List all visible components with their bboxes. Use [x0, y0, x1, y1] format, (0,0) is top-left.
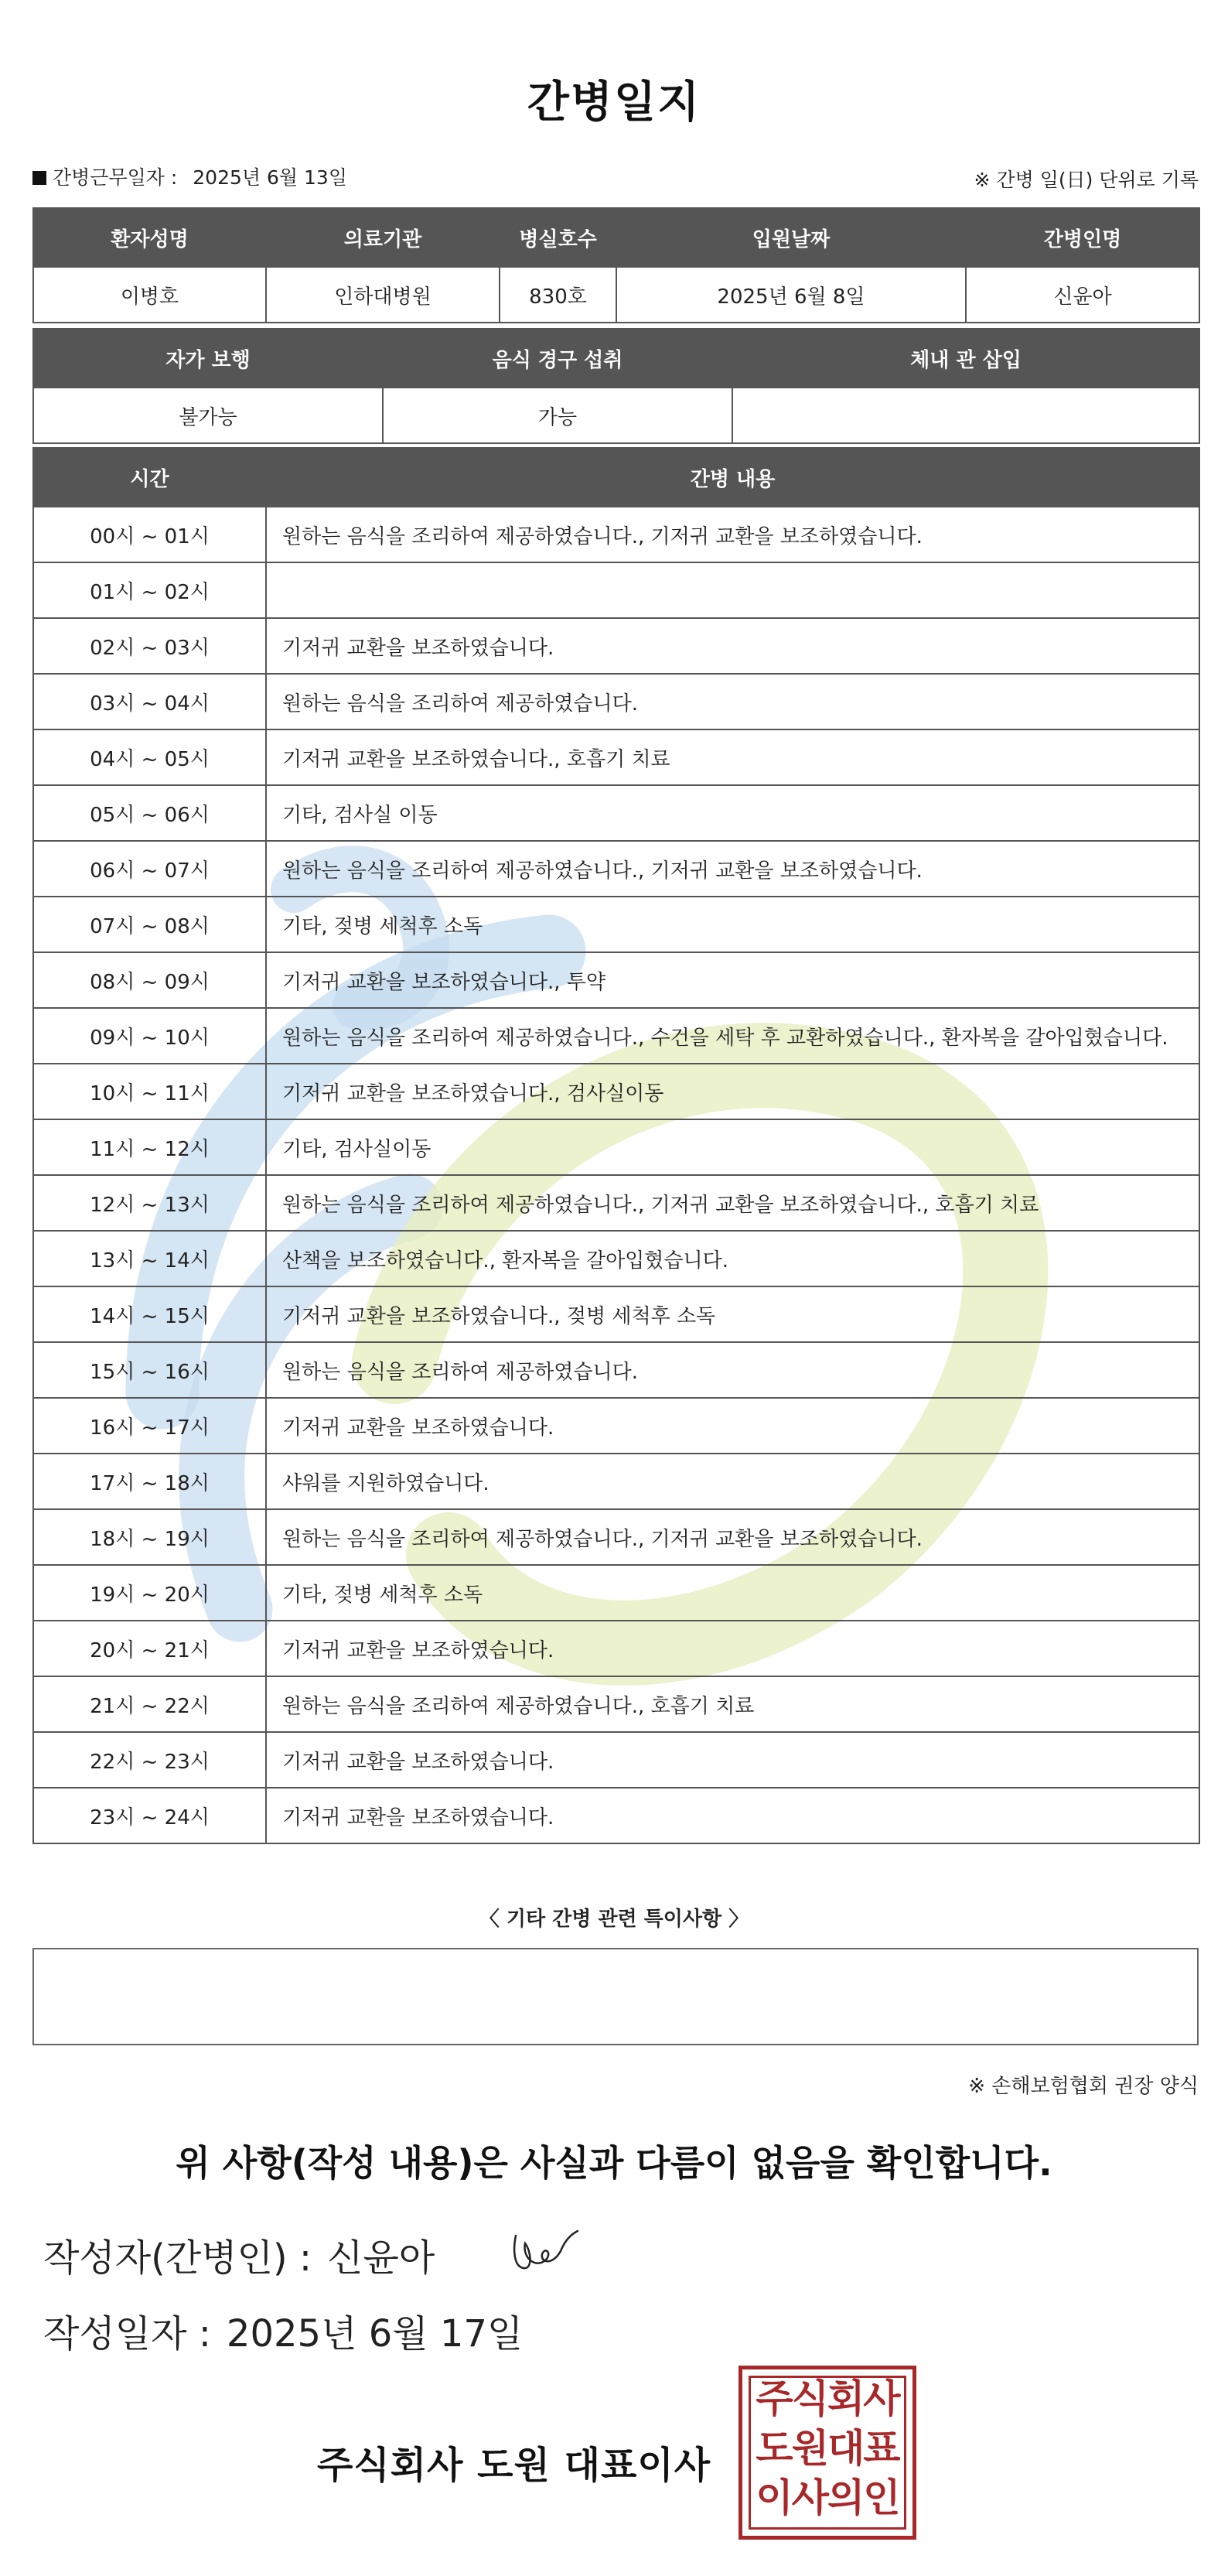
log-content: 기저귀 교환을 보조하였습니다., 검사실이동: [266, 1064, 1199, 1119]
log-time: 12시 ~ 13시: [33, 1175, 266, 1231]
work-date: [32, 162, 347, 190]
log-content: 원하는 음식을 조리하여 제공하였습니다.: [266, 674, 1199, 729]
table-row: [33, 952, 1199, 1008]
table-row: [33, 1621, 1199, 1676]
care-log-table: [32, 447, 1200, 1844]
log-time: 03시 ~ 04시: [33, 674, 266, 729]
table-row: [33, 1732, 1199, 1788]
table-row: [33, 1231, 1199, 1286]
header-oral-intake: 음식 경구 섭취: [383, 329, 732, 388]
log-content: 원하는 음식을 조리하여 제공하였습니다.: [266, 1342, 1199, 1398]
table-row: [33, 897, 1199, 952]
header-time: 시간: [33, 448, 266, 507]
header-self-walking: 자가 보행: [33, 329, 383, 388]
seal-line: 주식회사: [756, 2376, 899, 2421]
page-title: 간병일지: [527, 77, 701, 128]
log-time: 15시 ~ 16시: [33, 1342, 266, 1398]
log-time: 18시 ~ 19시: [33, 1509, 266, 1565]
log-time: 11시 ~ 12시: [33, 1119, 266, 1175]
header-admission-date: 입원날짜: [616, 208, 966, 267]
log-content: 샤워를 지원하였습니다.: [266, 1454, 1199, 1509]
table-row: [33, 785, 1199, 841]
log-time: 01시 ~ 02시: [33, 562, 266, 618]
log-content: 원하는 음식을 조리하여 제공하였습니다., 호흡기 치료: [266, 1676, 1199, 1732]
log-content: 기저귀 교환을 보조하였습니다., 젖병 세척후 소독: [266, 1286, 1199, 1342]
square-bullet-icon: [32, 171, 46, 185]
log-time: 00시 ~ 01시: [33, 507, 266, 562]
table-row: [33, 674, 1199, 729]
header-tube-insertion: 체내 관 삽입: [732, 329, 1199, 388]
log-time: 21시 ~ 22시: [33, 1676, 266, 1732]
log-content: 원하는 음식을 조리하여 제공하였습니다., 수건을 세탁 후 교환하였습니다., 환자복을 갈아입혔습니다.: [266, 1008, 1199, 1064]
log-content: 기저귀 교환을 보조하였습니다.: [266, 1398, 1199, 1454]
hospital: 인하대병원: [266, 267, 500, 323]
log-time: 10시 ~ 11시: [33, 1064, 266, 1119]
log-time: 20시 ~ 21시: [33, 1621, 266, 1676]
log-time: 23시 ~ 24시: [33, 1788, 266, 1843]
patient-name: 이병호: [33, 267, 266, 323]
table-row: [33, 1676, 1199, 1732]
log-content: [266, 562, 1199, 618]
company-representative: 주식회사 도원 대표이사: [317, 2444, 711, 2487]
unit-note: ※ 간병 일(日) 단위로 기록: [974, 169, 1199, 191]
log-content: 원하는 음식을 조리하여 제공하였습니다., 기저귀 교환을 보조하였습니다., 호흡기 치료: [266, 1175, 1199, 1231]
written-date-line: [43, 2304, 523, 2357]
log-time: 13시 ~ 14시: [33, 1231, 266, 1286]
table-row: [33, 1788, 1199, 1843]
written-date-label: 작성일자 :: [43, 2312, 211, 2356]
log-content: 기타, 검사실이동: [266, 1119, 1199, 1175]
recommendation-note: ※ 손해보험협회 권장 양식: [968, 2075, 1199, 2098]
company-seal-stamp: [739, 2366, 916, 2540]
header-hospital: 의료기관: [266, 208, 500, 267]
header-caregiver-name: 간병인명: [966, 208, 1199, 267]
log-time: 05시 ~ 06시: [33, 785, 266, 841]
table-row: [33, 618, 1199, 674]
log-time: 02시 ~ 03시: [33, 618, 266, 674]
handwritten-signature: [507, 2220, 584, 2282]
table-row: [33, 1008, 1199, 1064]
log-content: 원하는 음식을 조리하여 제공하였습니다., 기저귀 교환을 보조하였습니다.: [266, 841, 1199, 897]
log-time: 22시 ~ 23시: [33, 1732, 266, 1788]
log-content: 기저귀 교환을 보조하였습니다.: [266, 1788, 1199, 1843]
log-time: 16시 ~ 17시: [33, 1398, 266, 1454]
log-content: 기저귀 교환을 보조하였습니다.: [266, 1621, 1199, 1676]
table-row: [33, 1454, 1199, 1509]
table-row: [33, 1286, 1199, 1342]
log-content: 기저귀 교환을 보조하였습니다.: [266, 618, 1199, 674]
header-patient-name: 환자성명: [33, 208, 266, 267]
log-content: 기저귀 교환을 보조하였습니다., 투약: [266, 952, 1199, 1008]
writer-name: 신윤아: [327, 2236, 435, 2280]
self-walking-value: 불가능: [33, 388, 383, 443]
tube-insertion-value: [732, 388, 1199, 443]
table-row: [33, 1509, 1199, 1565]
log-time: 07시 ~ 08시: [33, 897, 266, 952]
header-room: 병실호수: [500, 208, 616, 267]
special-notes-title: 〈 기타 간병 관련 특이사항 〉: [479, 1908, 749, 1931]
table-row: [33, 841, 1199, 897]
log-time: 09시 ~ 10시: [33, 1008, 266, 1064]
seal-line: 이사의인: [756, 2475, 899, 2520]
log-content: 원하는 음식을 조리하여 제공하였습니다., 기저귀 교환을 보조하였습니다.: [266, 507, 1199, 562]
writer-label: 작성자(간병인) :: [43, 2236, 312, 2280]
oral-intake-value: 가능: [383, 388, 732, 443]
log-content: 산책을 보조하였습니다., 환자복을 갈아입혔습니다.: [266, 1231, 1199, 1286]
table-row: [33, 1064, 1199, 1119]
log-time: 14시 ~ 15시: [33, 1286, 266, 1342]
log-content: 기타, 젖병 세척후 소독: [266, 1565, 1199, 1621]
log-content: 원하는 음식을 조리하여 제공하였습니다., 기저귀 교환을 보조하였습니다.: [266, 1509, 1199, 1565]
log-content: 기저귀 교환을 보조하였습니다., 호흡기 치료: [266, 729, 1199, 785]
table-row: [33, 1175, 1199, 1231]
caregiver-name: 신윤아: [966, 267, 1199, 323]
table-row: [33, 1342, 1199, 1398]
admission-date: 2025년 6월 8일: [616, 267, 966, 323]
log-time: 06시 ~ 07시: [33, 841, 266, 897]
log-content: 기타, 젖병 세척후 소독: [266, 897, 1199, 952]
table-row: [33, 1119, 1199, 1175]
work-date-value: 2025년 6월 13일: [193, 166, 347, 189]
table-row: [33, 507, 1199, 562]
patient-info-table: [32, 207, 1200, 323]
log-time: 08시 ~ 09시: [33, 952, 266, 1008]
table-row: [33, 1565, 1199, 1621]
seal-line: 도원대표: [756, 2426, 899, 2471]
patient-status-table: [32, 328, 1200, 444]
log-time: 17시 ~ 18시: [33, 1454, 266, 1509]
log-content: 기저귀 교환을 보조하였습니다.: [266, 1732, 1199, 1788]
written-date-value: 2025년 6월 17일: [226, 2312, 524, 2356]
header-care-content: 간병 내용: [266, 448, 1199, 507]
room-number: 830호: [500, 267, 616, 323]
log-time: 04시 ~ 05시: [33, 729, 266, 785]
special-notes-box: [32, 1948, 1199, 2045]
table-row: [33, 1398, 1199, 1454]
work-date-label: 간병근무일자 :: [53, 166, 178, 189]
log-content: 기타, 검사실 이동: [266, 785, 1199, 841]
table-row: [33, 729, 1199, 785]
confirmation-statement: 위 사항(작성 내용)은 사실과 다름이 없음을 확인합니다.: [176, 2142, 1052, 2184]
writer-line: [43, 2228, 435, 2281]
log-time: 19시 ~ 20시: [33, 1565, 266, 1621]
table-row: [33, 562, 1199, 618]
